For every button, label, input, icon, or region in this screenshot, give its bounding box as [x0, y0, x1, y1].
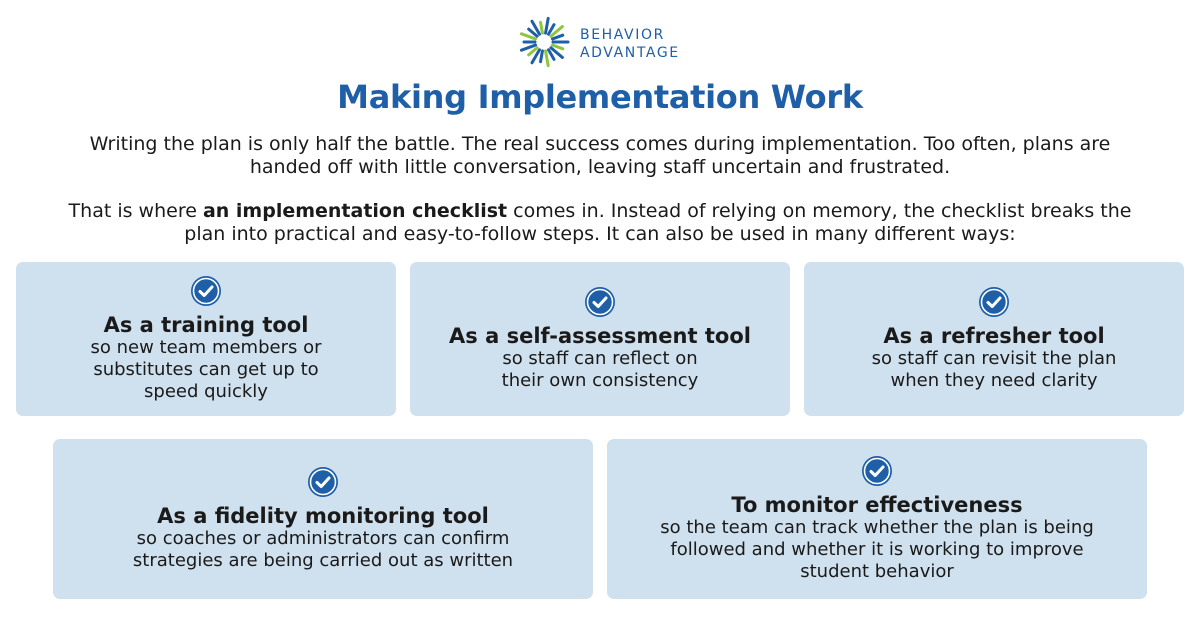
intro-text-before: That is where: [68, 200, 203, 222]
intro-highlight: an implementation checklist: [202, 200, 508, 222]
card-description: so coaches or administrators can confirm strategies are being carried out as written: [132, 528, 514, 571]
intro-text-after: comes in. Instead of relying on memory, the checklist breaks the plan into practical and easy-to-follow steps. It can also be used in many different ways:: [184, 200, 1132, 245]
card-title: As a self-assessment tool: [449, 324, 751, 348]
brand-line-2: ADVANTAGE: [580, 45, 680, 61]
check-circle-icon: [978, 286, 1010, 318]
card-monitor-effectiveness: [607, 439, 1147, 599]
check-circle-icon: [307, 466, 339, 498]
brand-name: [580, 26, 680, 62]
page-title: Making Implementation Work: [337, 78, 863, 116]
card-fidelity-monitoring-tool: [53, 439, 593, 599]
card-title: As a training tool: [103, 313, 309, 337]
brand-logo: [518, 16, 680, 72]
card-title: As a refresher tool: [883, 324, 1105, 348]
check-circle-icon: [584, 286, 616, 318]
card-description: so the team can track whether the plan is being followed and whether it is working to improve student behavior: [660, 517, 1094, 582]
intro-paragraph-2: [60, 200, 1140, 246]
check-circle-icon: [861, 455, 893, 487]
card-training-tool: [16, 262, 396, 416]
card-refresher-tool: [804, 262, 1184, 416]
card-title: As a fidelity monitoring tool: [157, 504, 489, 528]
intro-paragraph-1: Writing the plan is only half the battle. The real success comes during implementation. Too often, plans are handed off with little conversation, leaving staff uncertain and frustrated.: [89, 133, 1111, 178]
card-description: so staff can revisit the plan when they need clarity: [871, 348, 1117, 391]
card-description: so staff can reflect on their own consistency: [501, 348, 699, 391]
card-self-assessment-tool: [410, 262, 790, 416]
brand-line-1: BEHAVIOR: [580, 27, 665, 43]
card-description: so new team members or substitutes can get up to speed quickly: [90, 337, 322, 402]
card-title: To monitor effectiveness: [731, 493, 1023, 517]
check-circle-icon: [190, 275, 222, 307]
burst-logo-icon: [518, 16, 570, 72]
